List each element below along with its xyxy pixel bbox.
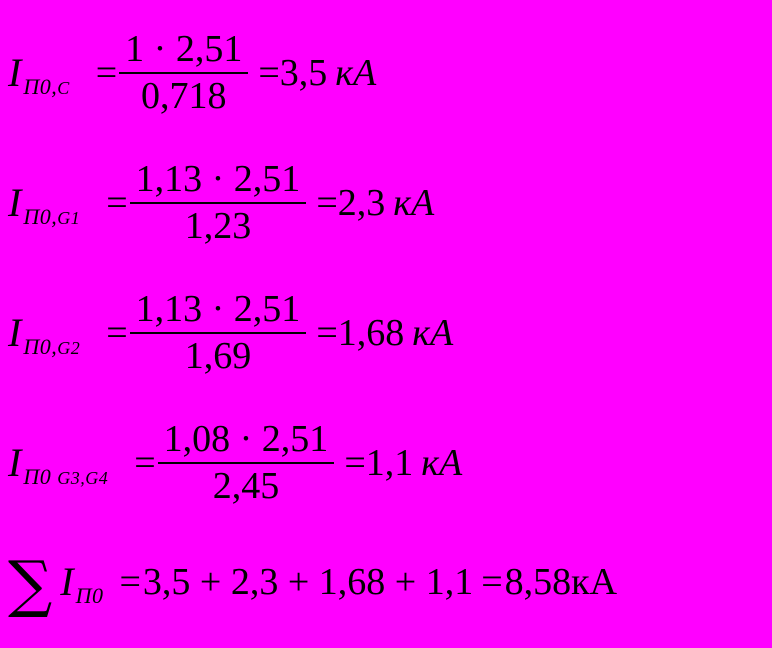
fraction [119,28,248,117]
equals-sign: = [106,182,128,224]
subscript-label [21,76,69,98]
sum-total-unit: кА [571,561,618,603]
equation-result [248,54,376,92]
sum-equation-lhs [60,559,104,608]
equals-sign: = [95,52,118,94]
variable-label: I [60,559,74,604]
sum-equation-row [8,528,772,636]
sum-equals-2: = [481,561,503,603]
sigma-icon: ∑ [8,546,53,620]
subscript-tail: C [57,78,70,98]
equation-row [8,138,772,268]
equation-lhs [8,180,81,229]
subscript-main: П0, [23,204,58,229]
subscript-label [21,466,108,488]
equation-row [8,398,772,528]
equation-result [334,444,462,482]
subscript-tail: G3,G4 [57,468,109,488]
variable-label: I [8,440,22,485]
sum-total-value: 8,58 [504,561,572,603]
result-unit: кА [421,442,463,484]
subscript-main: П0, [23,334,58,359]
sum-expression: 3,5 + 2,3 + 1,68 + 1,1 [142,561,474,603]
subscript-label [21,336,80,358]
subscript-tail: G1 [57,208,81,228]
equals-sign-2: = [258,52,280,94]
variable-label: I [8,180,22,225]
equals-sign-2: = [344,442,366,484]
result-unit: кА [393,182,435,224]
fraction-denominator: 1,23 [184,205,252,247]
result-unit: кА [335,52,377,94]
subscript-main: П0, [23,74,58,99]
equals-sign: = [134,442,156,484]
result-unit: кА [412,312,454,354]
equals-sign-2: = [316,312,338,354]
equals-sign: = [119,561,141,603]
fraction [130,158,307,247]
fraction [158,418,335,507]
result-value: 2,3 [337,182,386,224]
subscript-main: П0 [23,464,58,489]
fraction-numerator: 1,08 · 2,51 [163,418,329,461]
equals-sign: = [106,312,128,354]
equation-row [8,8,772,138]
result-value: 1,1 [365,442,414,484]
fraction-numerator: 1,13 · 2,51 [135,288,301,331]
variable-label: I [8,310,22,355]
equation-lhs [8,310,81,359]
fraction-denominator: 2,45 [212,465,280,507]
subscript-label: П0 [75,583,104,608]
equation-result [306,314,453,352]
subscript-label [21,206,80,228]
fraction-numerator: 1 · 2,51 [125,28,243,71]
fraction-denominator: 1,69 [184,335,252,377]
equals-sign-2: = [316,182,338,224]
equation-lhs [8,440,109,489]
result-value: 3,5 [279,52,328,94]
fraction [130,288,307,377]
result-value: 1,68 [337,312,405,354]
equation-lhs [8,50,70,99]
subscript-tail: G2 [57,338,81,358]
equation-row [8,268,772,398]
fraction-denominator: 0,718 [141,75,227,117]
variable-label: I [8,50,22,95]
equation-result [306,184,434,222]
fraction-numerator: 1,13 · 2,51 [135,158,301,201]
